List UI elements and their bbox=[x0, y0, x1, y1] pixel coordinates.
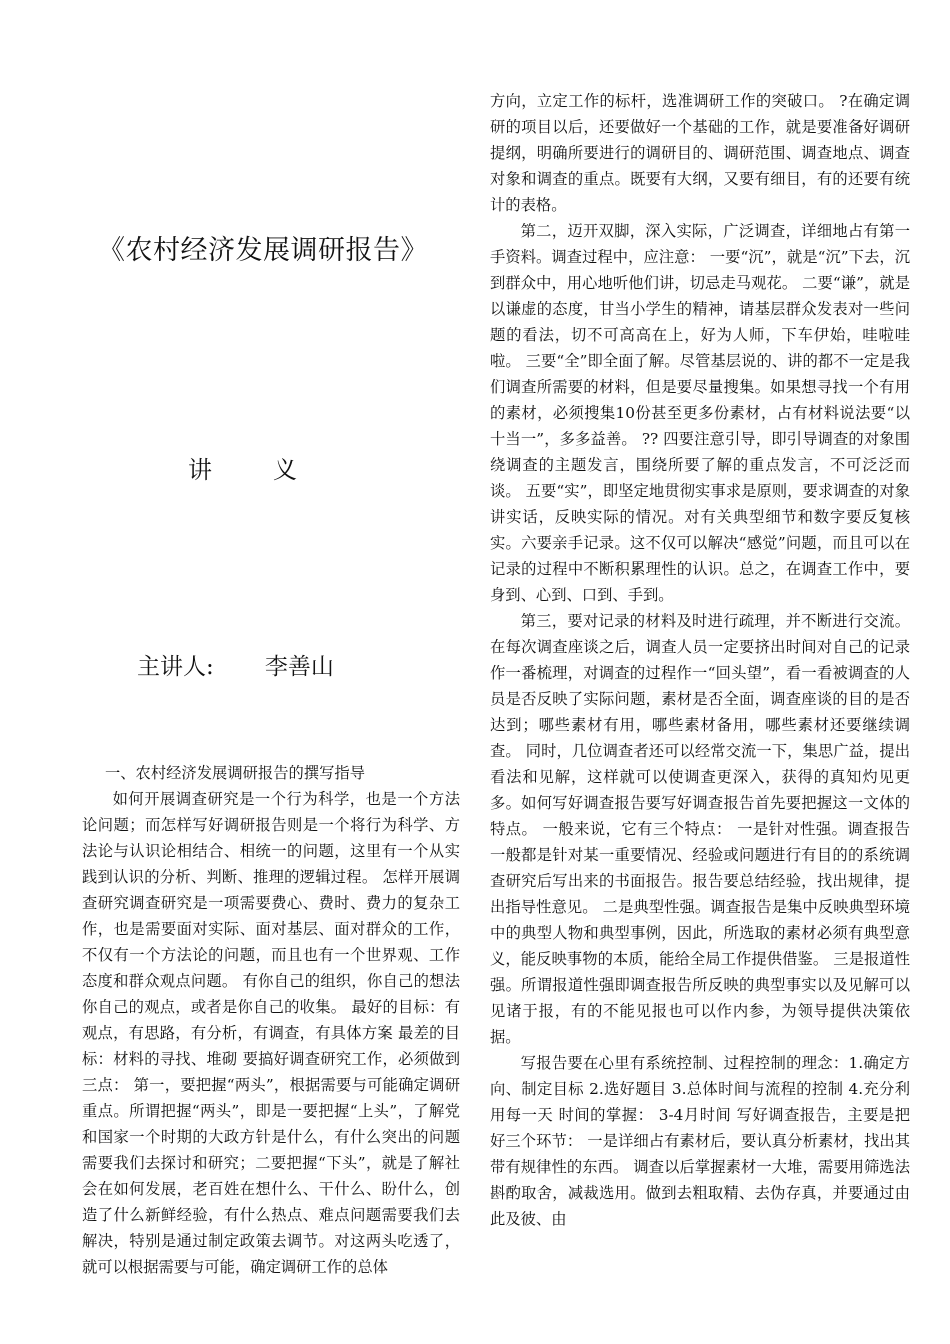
paragraph: 如何开展调查研究是一个行为科学，也是一个方法论问题；而怎样写好调研报告则是一个将行为科学、方法论与认识论相结合、相统一的问题，这里有一个从实践到认识的分析、判断、推理的逻辑过程。 怎样开展调查研究调查研究是一项需要费心、费时、费力的复杂工作，也是需要面对实际、面对基层、面对群众的工作，不仅有一个方法论的问题，而且也有一个世界观、工作态度和群众观点问题。 有你自己的组织，你自己的想法你自己的观点，或者是你自己的收集。 最好的目标：有观点，有思路，有分析，有调查，有具体方案 最差的目标：材料的寻找、堆砌 要搞好调查研究工作，必须做到三点： 第一，要把握“两头”，根据需要与可能确定调研重点。所谓把握“两头”，即是一要把握“上头”，了解党和国家一个时期的大政方针是什么，有什么突出的问题需要我们去探讨和研究；二要把握“下头”，就是了解社会在如何发展，老百姓在想什么、干什么、盼什么，创造了什么新鲜经验，有什么热点、难点问题需要我们去解决，特别是通过制定政策去调节。对这两头吃透了，就可以根据需要与可能，确定调研工作的总体 bbox=[82, 790, 460, 1276]
paragraph: 第三，要对记录的材料及时进行疏理，并不断进行交流。在每次调查座谈之后，调查人员一定要挤出时间对自己的记录作一番梳理，对调查的过程作一“回头望”，看一看被调查的人员是否反映了实际问题，素材是否全面，调查座谈的目的是否达到；哪些素材有用，哪些素材备用，哪些素材还要继续调查。 同时，几位调查者还可以经常交流一下，集思广益，提出看法和见解，这样就可以使调查更深入，获得的真知灼见更多。如何写好调查报告要写好调查报告首先要把握这一文体的特点。 一般来说，它有三个特点： 一是针对性强。调查报告一般都是针对某一重要情况、经验或问题进行有目的的系统调查研究后写出来的书面报告。报告要总结经验，找出规律，提出指导性意见。 二是典型性强。调查报告是集中反映典型环境中的典型人物和典型事例，因此，所选取的素材必须有典型意义，能反映事物的本质，能给全局工作提供借鉴。 三是报道性强。所谓报道性强即调查报告所反映的典型事实以及见解可以见诸于报，有的不能见报也可以作内参，为领导提供决策依据。 bbox=[490, 612, 910, 1046]
section-heading: 一、农村经济发展调研报告的撰写指导 bbox=[104, 764, 365, 782]
document-subtitle: 讲 义 bbox=[188, 456, 298, 484]
paragraph: 写报告要在心里有系统控制、过程控制的理念：1.确定方向、制定目标 2.选好题目 3.总体时间与流程的控制 4.充分利用每一天 时间的掌握： 3-4月时间 写好调查报告，主要是把好三个环节： 一是详细占有素材后，要认真分析素材，找出其带有规律性的东西。 调查以后掌握素材一大堆，需要用筛选法斟酌取舍，减裁选用。做到去粗取精、去伪存真，并要通过由此及彼、由 bbox=[490, 1054, 910, 1228]
paragraph: 方向，立定工作的标杆，选准调研工作的突破口。 ?在确定调研的项目以后，还要做好一个基础的工作，就是要准备好调研提纲，明确所要进行的调研目的、调研范围、调查地点、调查对象和调查的重点。既要有大纲，又要有细目，有的还要有统计的表格。 bbox=[490, 92, 910, 214]
document-title: 《农村经济发展调研报告》 bbox=[98, 235, 428, 266]
lecturer-line: 主讲人: 李善山 bbox=[137, 654, 334, 680]
paragraph: 第二，迈开双脚，深入实际，广泛调查，详细地占有第一手资料。调查过程中，应注意： 一要“沉”，就是“沉”下去，沉到群众中，用心地听他们讲，切忌走马观花。 二要“谦”，就是以谦虚的态度，甘当小学生的精神，请基层群众发表对一些问题的看法，切不可高高在上，好为人师，下车伊始，哇啦哇啦。 三要“全”即全面了解。尽管基层说的、讲的都不一定是我们调查所需要的材料，但是要尽量搜集。如果想寻找一个有用的素材，必须搜集10份甚至更多份素材，占有材料说法要“以十当一”，多多益善。 ?? 四要注意引导，即引导调查的对象围绕调查的主题发言，围绕所要了解的重点发言，不可泛泛而谈。 五要“实”，即坚定地贯彻实事求是原则，要求调查的对象讲实话，反映实际的情况。对有关典型细节和数字要反复核实。六要亲手记录。这不仅可以解决“感觉”问题，而且可以在记录的过程中不断积累理性的认识。总之，在调查工作中，要身到、心到、口到、手到。 bbox=[490, 222, 910, 604]
right-text-column bbox=[490, 88, 910, 1232]
left-text-column bbox=[82, 760, 460, 1280]
